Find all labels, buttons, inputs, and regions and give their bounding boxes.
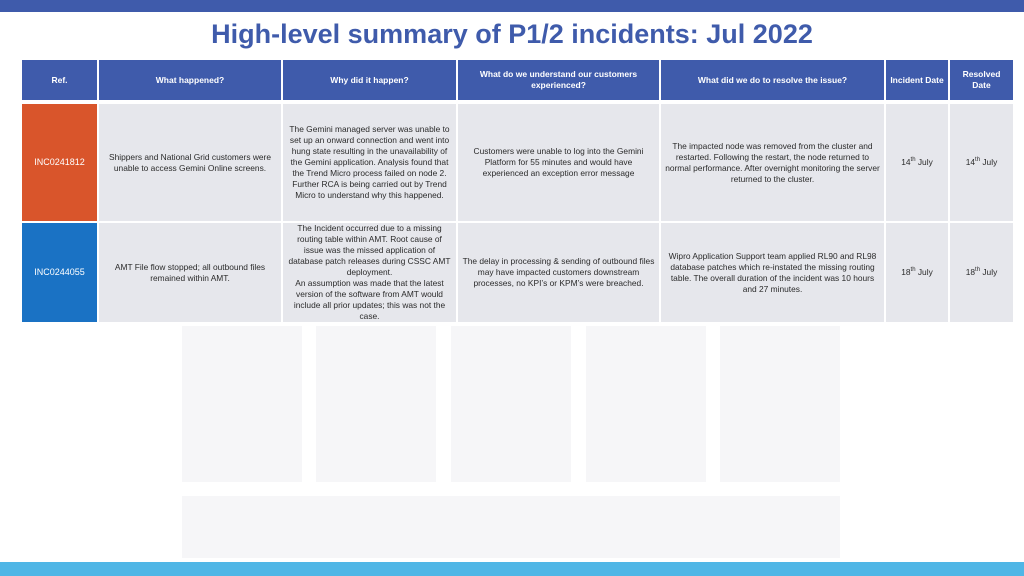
date-month: July <box>980 267 998 277</box>
date-day: 18 <box>901 267 911 277</box>
date-suffix: th <box>975 267 981 274</box>
page-title: High-level summary of P1/2 incidents: Jul 2022 <box>211 19 813 49</box>
date-suffix: th <box>910 157 916 164</box>
top-accent-bar <box>0 0 1024 12</box>
table-row <box>22 104 1013 222</box>
what-happened-cell: AMT File flow stopped; all outbound files remained within AMT. <box>98 222 282 323</box>
incident-date-cell <box>885 104 949 222</box>
incidents-table <box>22 60 1013 324</box>
background-placeholder <box>451 326 571 482</box>
background-placeholder <box>182 496 840 558</box>
background-placeholder <box>586 326 706 482</box>
date-suffix: th <box>975 157 981 164</box>
why-paragraph: The Incident occurred due to a missing routing table within AMT. Root cause of issue was the missed application of database patch releases during CSSC AMT deployment. <box>288 223 451 277</box>
header-incident-date: Incident Date <box>885 60 949 100</box>
header-why: Why did it happen? <box>282 60 457 100</box>
why-paragraph: An assumption was made that the latest version of the software from AMT would include all prior updates; this was not the case. <box>293 278 446 321</box>
background-placeholder <box>182 326 302 482</box>
date-suffix: th <box>910 267 916 274</box>
why-paragraph: The Gemini managed server was unable to set up an onward connection and went into hung state resulting in the unavailability of the Gemini application. Analysis found that the Trend Micro process failed on node 2. <box>289 124 450 178</box>
ref-cell: INC0241812 <box>22 104 98 222</box>
date-month: July <box>915 267 933 277</box>
bottom-accent-bar <box>0 562 1024 576</box>
header-resolved-date: Resolved Date <box>949 60 1013 100</box>
date-day: 14 <box>901 157 911 167</box>
header-ref: Ref. <box>22 60 98 100</box>
resolved-date-cell <box>949 222 1013 323</box>
why-cell <box>282 104 457 222</box>
why-cell <box>282 222 457 323</box>
date-month: July <box>980 157 998 167</box>
table-header-row <box>22 60 1013 100</box>
customer-experience-cell: The delay in processing & sending of outbound files may have impacted customers downstream processes, no KPI’s or KPM’s were breached. <box>457 222 660 323</box>
date-day: 14 <box>965 157 976 167</box>
header-what-happened: What happened? <box>98 60 282 100</box>
background-placeholder <box>720 326 840 482</box>
why-paragraph: Further RCA is being carried out by Trend Micro to understand why this happened. <box>292 179 447 200</box>
date-month: July <box>915 157 933 167</box>
customer-experience-cell: Customers were unable to log into the Gemini Platform for 55 minutes and would have experienced an exception error message <box>457 104 660 222</box>
resolution-cell: Wipro Application Support team applied RL90 and RL98 database patches which re-instated the missing routing table. The overall duration of the incident was 10 hours and 27 minutes. <box>660 222 885 323</box>
what-happened-cell: Shippers and National Grid customers were unable to access Gemini Online screens. <box>98 104 282 222</box>
header-customer-experience: What do we understand our customers experienced? <box>457 60 660 100</box>
incidents-table-container <box>22 60 1013 324</box>
ref-cell: INC0244055 <box>22 222 98 323</box>
date-day: 18 <box>965 267 976 277</box>
resolved-date-cell <box>949 104 1013 222</box>
background-placeholder <box>316 326 436 482</box>
header-resolution: What did we do to resolve the issue? <box>660 60 885 100</box>
resolution-cell: The impacted node was removed from the cluster and restarted. Following the restart, the node returned to normal performance. After overnight monitoring the server returned to the cluster. <box>660 104 885 222</box>
incident-date-cell <box>885 222 949 323</box>
table-row <box>22 222 1013 323</box>
